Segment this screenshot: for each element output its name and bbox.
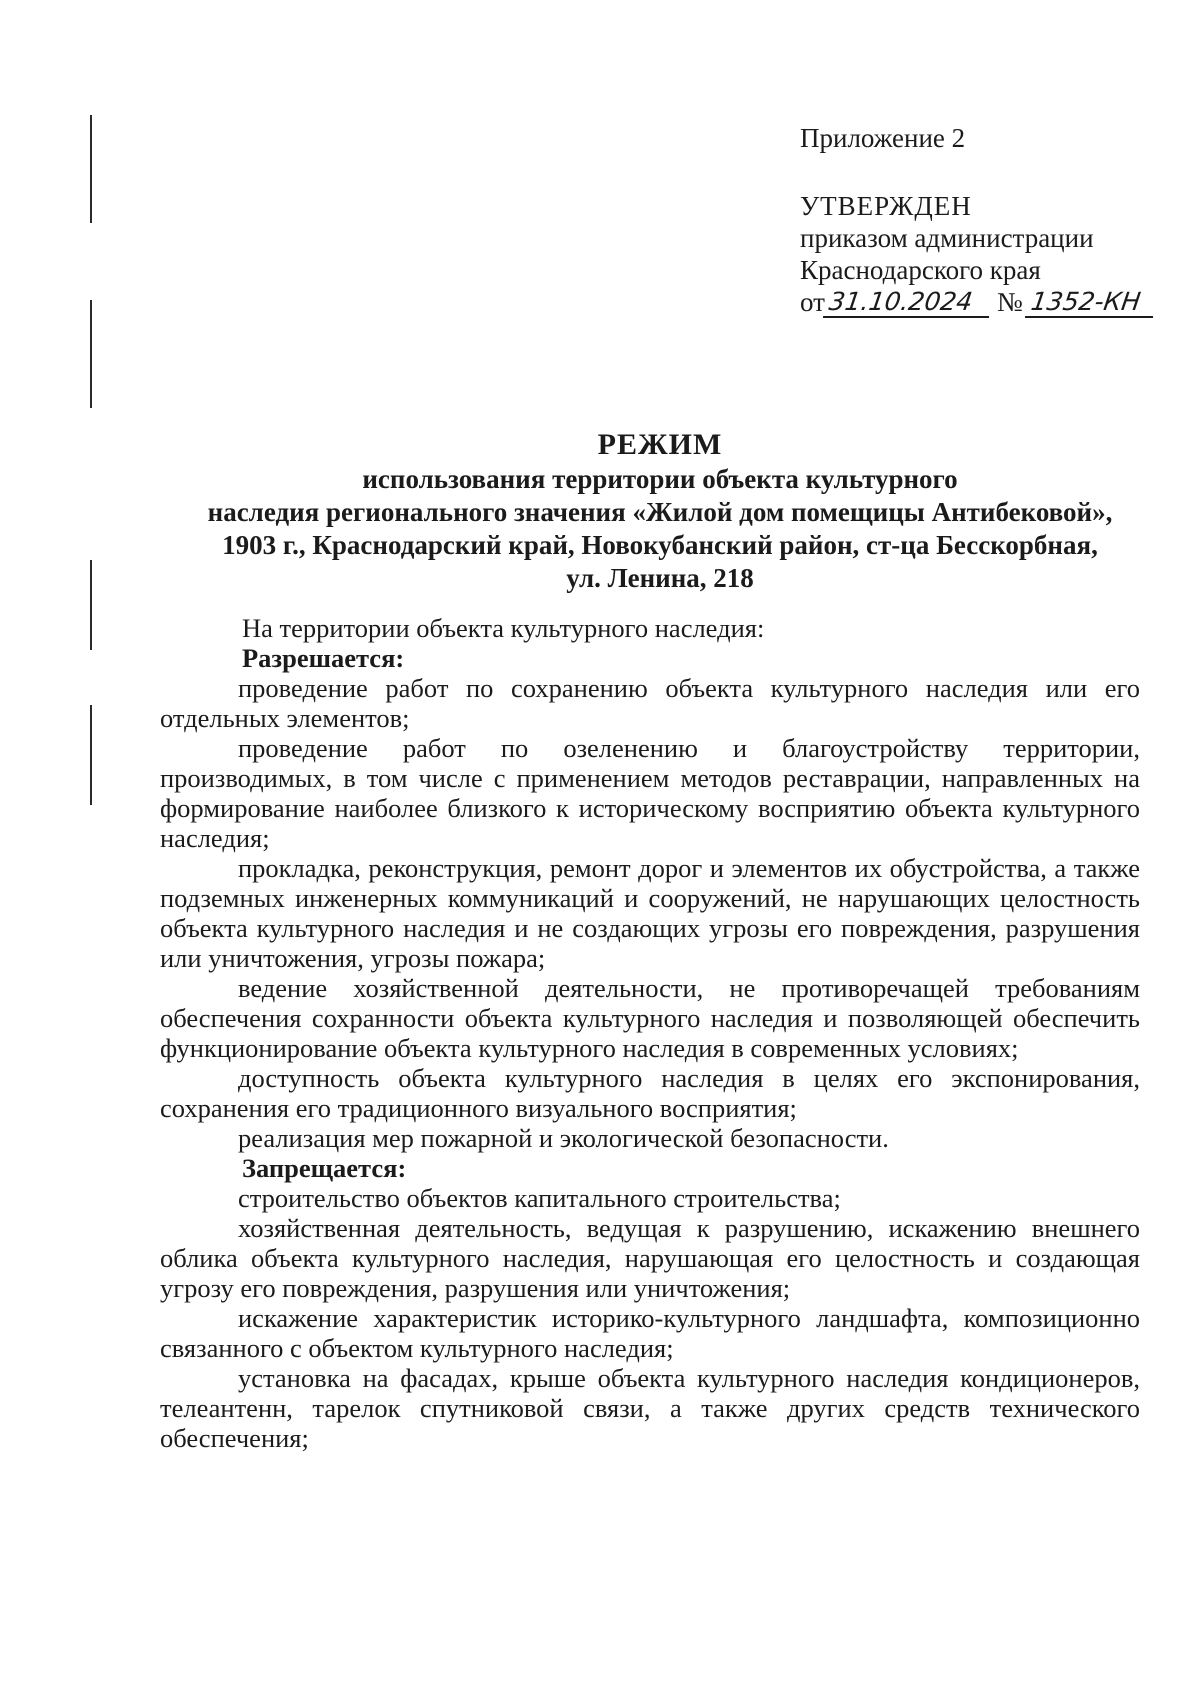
allowed-item: ведение хозяйственной деятельности, не противоречащей требованиям обеспечения сохранности объекта культурного наследия и позволяющей обеспечить функционирование объекта культурного наследия в современных условиях; [160,973,1140,1063]
title-main: РЕЖИМ [597,428,723,461]
intro-paragraph: На территории объекта культурного наследия: [242,613,765,643]
margin-mark [90,560,92,650]
prohibited-header: Запрещается: [242,1153,407,1183]
document-body [160,613,1140,1453]
prohibited-item: искажение характеристик историко-культурного ландшафта, композиционно связанного с объектом культурного наследия; [160,1303,1140,1363]
margin-mark [90,705,92,805]
allowed-item: реализация мер пожарной и экологической безопасности. [238,1123,889,1153]
number-label: № [996,287,1023,317]
title-line-2: наследия регионального значения «Жилой дом помещицы Антибековой», [207,497,1113,527]
allowed-item: проведение работ по озеленению и благоустройству территории, производимых, в том числе с применением методов реставрации, направленных на формирование наиболее близкого к историческому восприятию объекта культурного наследия; [160,733,1140,853]
annex-label: Приложение 2 [800,123,966,153]
allowed-item: проведение работ по сохранению объекта культурного наследия или его отдельных элементов; [160,673,1140,733]
allowed-item: прокладка, реконструкция, ремонт дорог и элементов их обустройства, а также подземных инженерных коммуникаций и сооружений, не нарушающих целостность объекта культурного наследия и не создающих угрозы его повреждения, разрушения или уничтожения, угрозы пожара; [160,853,1140,973]
order-line-1: приказом администрации [800,223,1094,253]
order-line-2: Краснодарского края [800,255,1041,285]
allowed-item: доступность объекта культурного наследия в целях его экспонирования, сохранения его традиционного визуального восприятия; [160,1063,1140,1123]
title-line-3: 1903 г., Краснодарский край, Новокубанский район, ст-ца Бесскорбная, [222,530,1098,560]
approval-block [800,122,1170,318]
approved-heading: УТВЕРЖДЕН [800,191,972,221]
handwritten-number: 1352-КН [1025,288,1157,318]
title-line-1: использования территории объекта культурного [362,464,958,494]
order-date-number-line [800,286,1170,318]
prohibited-item: строительство объектов капитального строительства; [238,1183,841,1213]
prohibited-item: хозяйственная деятельность, ведущая к разрушению, искажению внешнего облика объекта культурного наследия, нарушающая его целостность и создающая угрозу его повреждения, разрушения или уничтожения; [160,1213,1140,1303]
handwritten-date: 31.10.2024 [823,288,993,318]
prohibited-item: установка на фасадах, крыше объекта культурного наследия кондиционеров, телеантенн, тарелок спутниковой связи, а также других средств технического обеспечения; [160,1363,1140,1453]
title-line-4: ул. Ленина, 218 [566,563,754,593]
margin-mark [90,300,92,408]
allowed-header: Разрешается: [242,643,405,673]
document-title [150,428,1170,595]
from-label: от [800,287,825,317]
margin-mark [90,115,92,223]
